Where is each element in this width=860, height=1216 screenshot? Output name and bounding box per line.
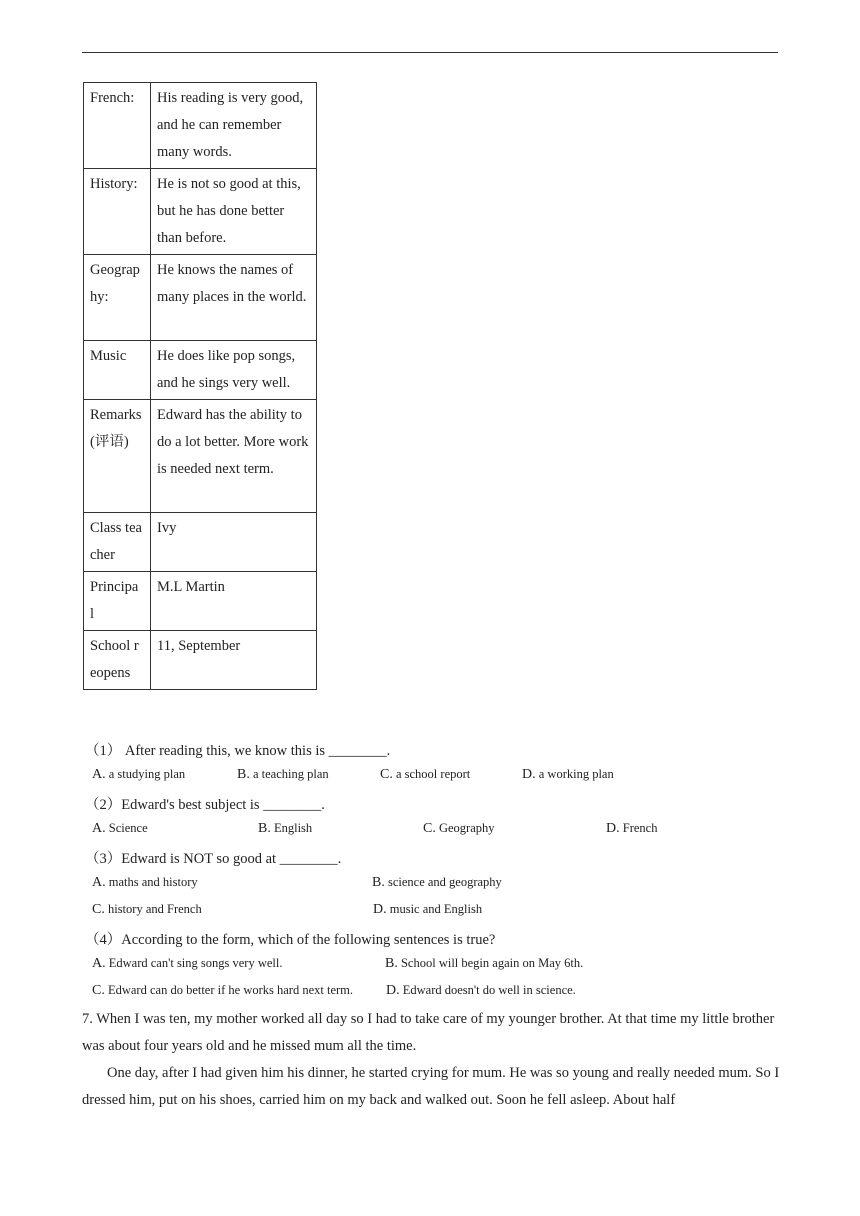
row-label: Remarks (评语) [84,400,151,513]
option-letter: C. [380,767,393,782]
question-stem: （3）Edward is NOT so good at ________. [85,851,342,867]
option-text: School will begin again on May 6th. [400,956,584,970]
option-letter: C. [92,983,105,998]
passage-paragraph: One day, after I had given him his dinner, he started crying for mum. He was so young and really needed mum. So I dressed him, put on his shoes, carried him on my back and walked out. Soon he fell asleep. About half [82,1065,780,1108]
option-text: English [273,821,313,835]
option-b [385,956,583,972]
option-c [92,983,353,999]
question-stem: （4）According to the form, which of the following sentences is true? [85,932,496,948]
option-text: Edward can't sing songs very well. [108,956,283,970]
question-stem: （1） After reading this, we know this is ________. [85,743,391,759]
option-letter: D. [606,821,620,836]
row-value: He knows the names of many places in the world. [151,255,317,341]
row-label: French: [84,83,151,169]
row-value: His reading is very good, and he can remember many words. [151,83,317,169]
option-d [373,902,482,918]
option-text: Edward doesn't do well in science. [402,983,576,997]
option-text: Science [108,821,148,835]
row-label: Geograp hy: [84,255,151,341]
question-stem: （2）Edward's best subject is ________. [85,797,325,813]
row-value: M.L Martin [151,572,317,631]
option-text: a teaching plan [252,767,329,781]
option-text: music and English [389,902,483,916]
passage-paragraph: 7. When I was ten, my mother worked all day so I had to take care of my younger brother. At that time my little brother was about four years old and he missed mum all the time. [82,1011,775,1054]
option-text: Geography [438,821,495,835]
option-letter: D. [386,983,400,998]
option-letter: C. [423,821,436,836]
row-value: 11, September [151,631,317,690]
option-d [386,983,576,999]
option-letter: A. [92,956,106,971]
option-c [380,767,470,783]
option-a [92,821,148,837]
option-text: history and French [107,902,202,916]
option-letter: A. [92,821,106,836]
option-text: a working plan [538,767,614,781]
option-letter: B. [385,956,398,971]
option-a [92,956,283,972]
option-b [237,767,329,783]
table-row [84,255,317,341]
option-letter: B. [372,875,385,890]
table-row [84,83,317,169]
option-d [606,821,657,837]
row-value: Edward has the ability to do a lot better. More work is needed next term. [151,400,317,513]
option-letter: C. [92,902,105,917]
option-text: science and geography [387,875,502,889]
table-row [84,513,317,572]
option-b [258,821,312,837]
option-letter: D. [522,767,536,782]
option-letter: B. [258,821,271,836]
option-letter: B. [237,767,250,782]
row-value: He is not so good at this, but he has done better than before. [151,169,317,255]
row-label: Class teacher [84,513,151,572]
row-label: Music [84,341,151,400]
table-row [84,400,317,513]
option-letter: D. [373,902,387,917]
row-label: School reopens [84,631,151,690]
header-rule [82,52,778,53]
option-b [372,875,502,891]
option-text: French [622,821,658,835]
table-row [84,341,317,400]
option-a [92,767,185,783]
option-d [522,767,614,783]
row-value: Ivy [151,513,317,572]
option-a [92,875,198,891]
report-table [83,82,317,690]
option-text: a school report [395,767,471,781]
row-label: History: [84,169,151,255]
row-value: He does like pop songs, and he sings very well. [151,341,317,400]
table-row [84,169,317,255]
table-row [84,631,317,690]
table-row [84,572,317,631]
option-text: a studying plan [108,767,186,781]
row-label: Principa l [84,572,151,631]
option-c [423,821,495,837]
option-text: maths and history [108,875,198,889]
option-c [92,902,202,918]
option-text: Edward can do better if he works hard next term. [107,983,354,997]
option-letter: A. [92,767,106,782]
option-letter: A. [92,875,106,890]
